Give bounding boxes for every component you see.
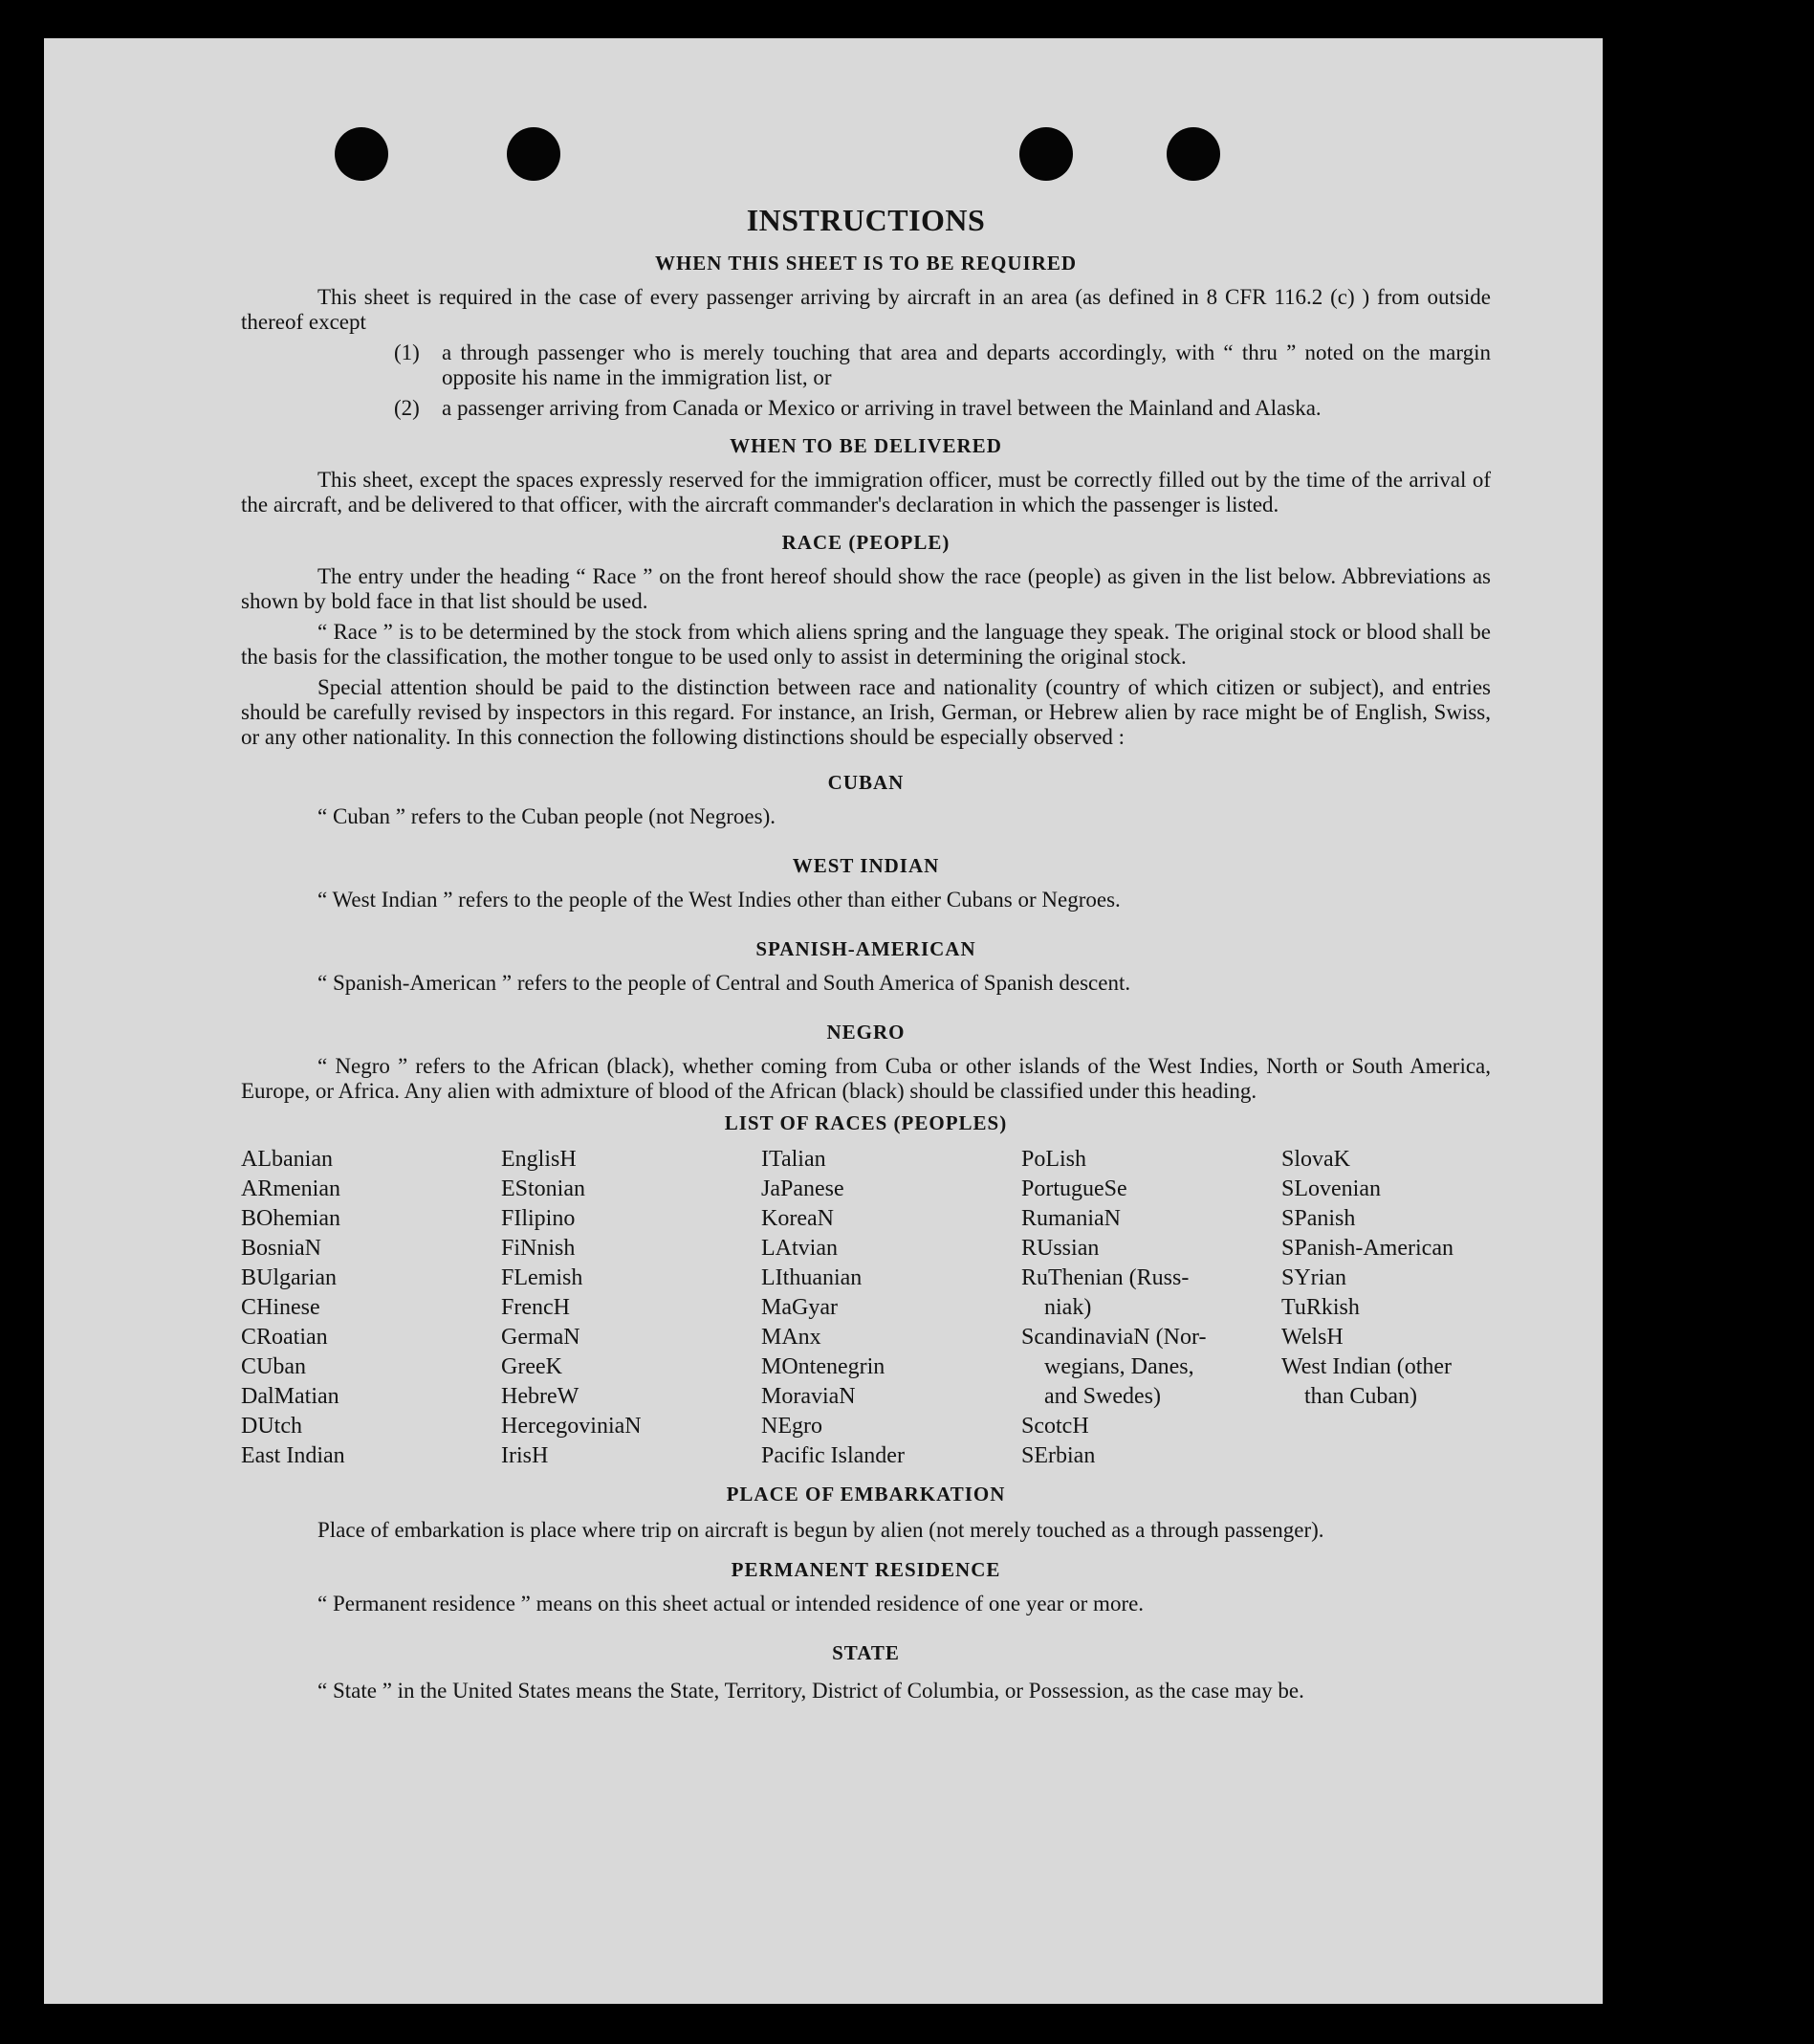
section-heading-required: WHEN THIS SHEET IS TO BE REQUIRED xyxy=(654,252,1078,275)
race-entry: MoraviaN xyxy=(761,1384,856,1409)
race-entry: SPanish-American xyxy=(1281,1236,1453,1261)
race-entry: DUtch xyxy=(241,1414,302,1439)
race-entry: wegians, Danes, xyxy=(1044,1354,1194,1379)
section-heading-embarkation: PLACE OF EMBARKATION xyxy=(726,1483,1006,1506)
race-entry: BOhemian xyxy=(241,1206,340,1231)
punch-hole xyxy=(1167,127,1220,181)
race-entry: NEgro xyxy=(761,1414,822,1439)
race-entry: ScandinaviaN (Nor- xyxy=(1021,1325,1207,1350)
section-heading-negro: NEGRO xyxy=(826,1021,906,1044)
punch-hole xyxy=(1019,127,1073,181)
race-entry: ARmenian xyxy=(241,1176,340,1201)
west-indian-text: “ West Indian ” refers to the people of the West Indies other than either Cubans or Negroes. xyxy=(317,888,1121,912)
race-entry: GreeK xyxy=(501,1354,562,1379)
state-text: “ State ” in the United States means the State, Territory, District of Columbia, or Possession, as the case may be. xyxy=(317,1679,1304,1703)
race-entry: than Cuban) xyxy=(1304,1384,1417,1409)
race-entry: and Swedes) xyxy=(1044,1384,1161,1409)
punch-hole xyxy=(335,127,388,181)
race-paragraph-1: The entry under the heading “ Race ” on the front hereof should show the race (people) as given in the list below. Abbreviations as shown by bold face in that list should be used. xyxy=(241,564,1491,613)
section-heading-list: LIST OF RACES (PEOPLES) xyxy=(724,1111,1008,1134)
section-heading-delivered: WHEN TO BE DELIVERED xyxy=(730,434,1002,457)
section-heading-spanish-american: SPANISH-AMERICAN xyxy=(755,937,976,960)
race-entry: East Indian xyxy=(241,1443,345,1468)
section-heading-residence: PERMANENT RESIDENCE xyxy=(731,1558,1001,1581)
race-entry: Pacific Islander xyxy=(761,1443,905,1468)
race-entry: FLemish xyxy=(501,1265,583,1290)
page-title: INSTRUCTIONS xyxy=(746,203,986,237)
race-entry: TuRkish xyxy=(1281,1295,1360,1320)
race-entry: BUlgarian xyxy=(241,1265,337,1290)
section-heading-west-indian: WEST INDIAN xyxy=(792,854,940,877)
race-entry: IrisH xyxy=(501,1443,549,1468)
exception-text: a through passenger who is merely touching that area and departs accordingly, with “ thru ” noted on the margin opposite his name in the immigration list, or xyxy=(442,341,1491,389)
race-entry: PortugueSe xyxy=(1021,1176,1127,1201)
section-heading-state: STATE xyxy=(832,1641,900,1664)
races-column xyxy=(241,1145,501,1471)
exception-number: (2) xyxy=(394,396,420,420)
document-page xyxy=(44,38,1603,2004)
negro-text: “ Negro ” refers to the African (black), whether coming from Cuba or other islands of the West Indies, North or South America, Europe, or Africa. Any alien with admixture of blood of the African (black) should be classified under this heading. xyxy=(241,1054,1491,1103)
instructions-body xyxy=(241,203,1491,1707)
race-entry: KoreaN xyxy=(761,1206,834,1231)
race-entry: HebreW xyxy=(501,1384,579,1409)
required-intro: This sheet is required in the case of every passenger arriving by aircraft in an area (as defined in 8 CFR 116.2 (c) ) from outside thereof except xyxy=(241,285,1491,334)
races-column xyxy=(761,1145,1021,1471)
race-entry: FrencH xyxy=(501,1295,570,1320)
race-entry: RumaniaN xyxy=(1021,1206,1121,1231)
embarkation-text: Place of embarkation is place where trip on aircraft is begun by alien (not merely touched as a through passenger). xyxy=(317,1518,1324,1542)
race-entry: HercegoviniaN xyxy=(501,1414,642,1439)
race-entry: MaGyar xyxy=(761,1295,838,1320)
races-column xyxy=(1281,1145,1541,1471)
race-entry: EStonian xyxy=(501,1176,585,1201)
race-entry: SPanish xyxy=(1281,1206,1356,1231)
race-entry: niak) xyxy=(1044,1295,1092,1320)
race-entry: ScotcH xyxy=(1021,1414,1089,1439)
race-entry: SLovenian xyxy=(1281,1176,1381,1201)
race-entry: ALbanian xyxy=(241,1147,333,1172)
section-heading-race: RACE (PEOPLE) xyxy=(781,531,951,554)
section-heading-cuban: CUBAN xyxy=(827,771,905,794)
race-entry: CUban xyxy=(241,1354,306,1379)
race-entry: LAtvian xyxy=(761,1236,838,1261)
races-column xyxy=(501,1145,761,1471)
exception-text: a passenger arriving from Canada or Mexico or arriving in travel between the Mainland and Alaska. xyxy=(442,396,1322,420)
residence-text: “ Permanent residence ” means on this sheet actual or intended residence of one year or more. xyxy=(317,1592,1145,1615)
punch-hole xyxy=(507,127,560,181)
race-entry: BosniaN xyxy=(241,1236,321,1261)
race-entry: RuThenian (Russ- xyxy=(1021,1265,1190,1290)
race-entry: CHinese xyxy=(241,1295,320,1320)
race-entry: SErbian xyxy=(1021,1443,1096,1468)
race-entry: ITalian xyxy=(761,1147,826,1172)
race-entry: MOntenegrin xyxy=(761,1354,885,1379)
race-entry: RUssian xyxy=(1021,1236,1100,1261)
race-entry: SlovaK xyxy=(1281,1147,1350,1172)
exception-number: (1) xyxy=(394,341,420,364)
race-entry: FIlipino xyxy=(501,1206,576,1231)
spanish-american-text: “ Spanish-American ” refers to the people of Central and South America of Spanish descent. xyxy=(317,971,1131,995)
race-entry: EnglisH xyxy=(501,1147,577,1172)
race-entry: FiNnish xyxy=(501,1236,576,1261)
exception-item xyxy=(394,341,1491,390)
delivered-text: This sheet, except the spaces expressly reserved for the immigration officer, must be correctly filled out by the time of the arrival of the aircraft, and be delivered to that officer, with the aircraft commander's declaration in which the passenger is listed. xyxy=(241,468,1491,516)
race-paragraph-2: “ Race ” is to be determined by the stock from which aliens spring and the language they speak. The original stock or blood shall be the basis for the classification, the mother tongue to be used only to assist in determining the original stock. xyxy=(241,620,1491,669)
race-entry: PoLish xyxy=(1021,1147,1087,1172)
race-paragraph-3: Special attention should be paid to the distinction between race and nationality (country of which citizen or subject), and entries should be carefully revised by inspectors in this regard. For instance, an Irish, German, or Hebrew alien by race might be of English, Swiss, or any other nationality. In this connection the following distinctions should be especially observed : xyxy=(241,675,1491,749)
exception-item xyxy=(394,396,1491,421)
race-entry: LIthuanian xyxy=(761,1265,863,1290)
race-entry: MAnx xyxy=(761,1325,821,1350)
race-entry: CRoatian xyxy=(241,1325,328,1350)
cuban-text: “ Cuban ” refers to the Cuban people (not Negroes). xyxy=(317,804,776,828)
race-entry: WelsH xyxy=(1281,1325,1344,1350)
race-entry: West Indian (other xyxy=(1281,1354,1453,1379)
races-column xyxy=(1021,1145,1281,1471)
race-entry: JaPanese xyxy=(761,1176,844,1201)
race-entry: DalMatian xyxy=(241,1384,339,1409)
race-entry: SYrian xyxy=(1281,1265,1346,1290)
races-list xyxy=(241,1145,1491,1471)
race-entry: GermaN xyxy=(501,1325,580,1350)
